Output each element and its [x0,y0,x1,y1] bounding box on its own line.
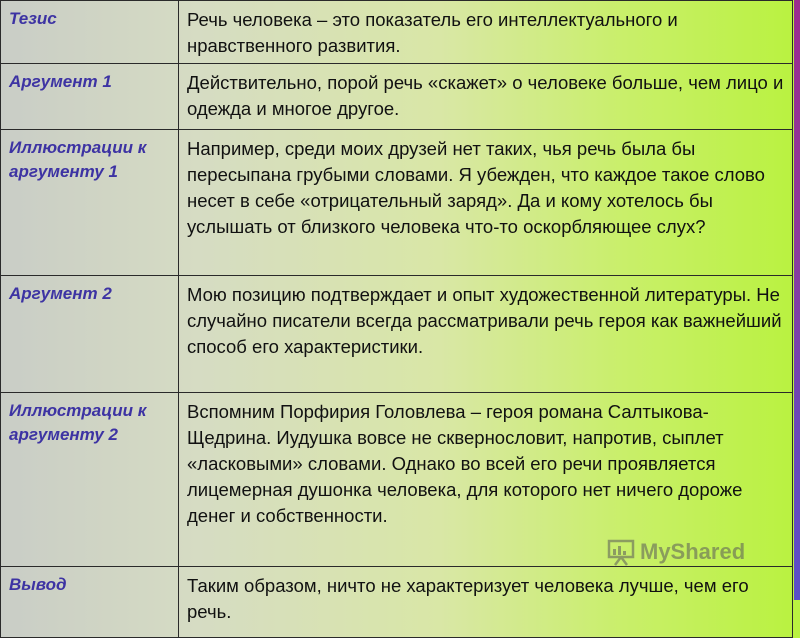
row-label: Тезис [1,1,179,64]
row-label: Аргумент 1 [1,64,179,130]
table-row [1,567,793,638]
table-row [1,276,793,393]
table-row [1,64,793,130]
presentation-board-icon [606,538,636,566]
row-text: Вспомним Порфирия Головлева – героя романа Салтыкова-Щедрина. Иудушка вовсе не сквернословит, напротив, сыплет «ласковыми» словами. Однако во всей его речи проявляется лицемерная душонка человека, для которого нет ничего дороже денег и собственности. [179,393,793,567]
row-label: Вывод [1,567,179,638]
table-row [1,130,793,276]
row-text: Мою позицию подтверждает и опыт художественной литературы. Не случайно писатели всегда рассматривали речь героя как важнейший способ его характеристики. [179,276,793,393]
row-label: Иллюстрации к аргументу 2 [1,393,179,567]
slide-right-edge [794,0,800,600]
row-label: Аргумент 2 [1,276,179,393]
row-text: Действительно, порой речь «скажет» о человеке больше, чем лицо и одежда и многое другое. [179,64,793,130]
row-text: Речь человека – это показатель его интеллектуального и нравственного развития. [179,1,793,64]
watermark-text: MyShared [640,539,746,564]
row-text: Например, среди моих друзей нет таких, чья речь была бы пересыпана грубыми словами. Я убежден, что каждое такое слово несет в себе «отрицательный заряд». Да и кому хотелось бы услышать от близкого человека что-то оскорбляющее слух? [179,130,793,276]
row-label: Иллюстрации к аргументу 1 [1,130,179,276]
row-text: Таким образом, ничто не характеризует человека лучше, чем его речь. [179,567,793,638]
watermark [606,538,745,566]
table-row [1,1,793,64]
